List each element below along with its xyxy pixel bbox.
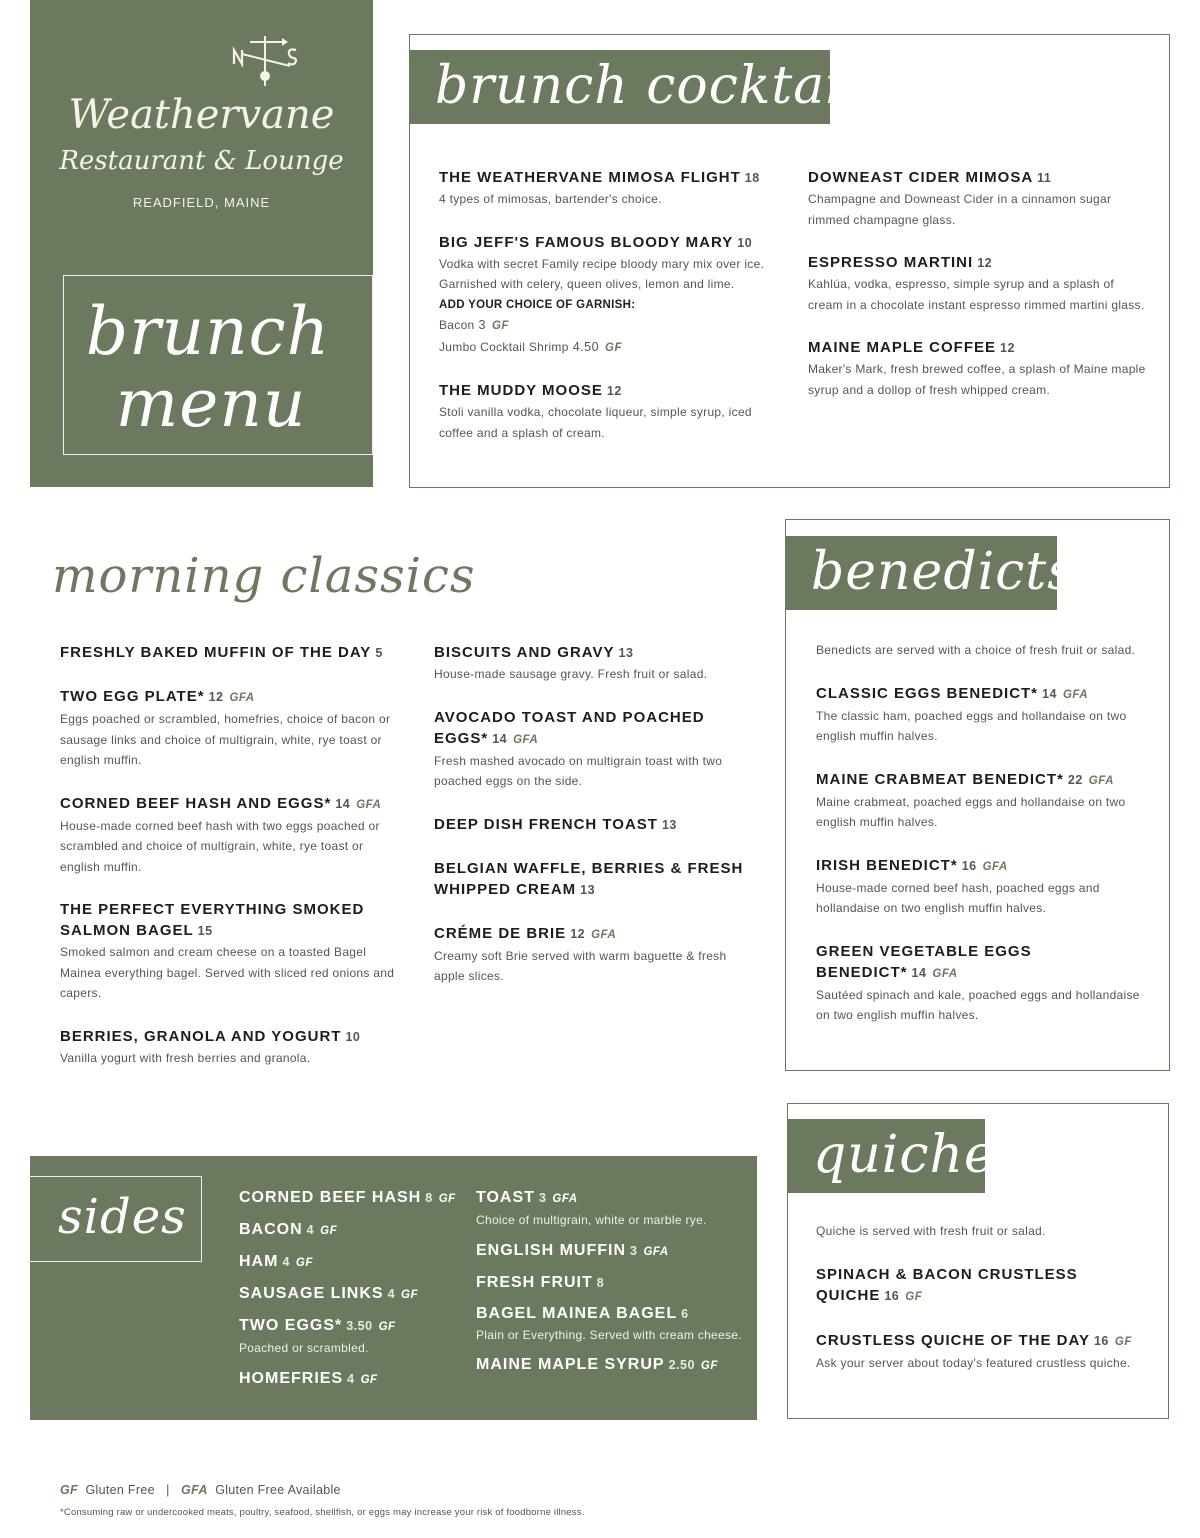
item-name: HAM [239, 1253, 279, 1270]
dietary-tag: GFA [229, 692, 255, 704]
dietary-tag: GF [491, 320, 509, 332]
menu-item [60, 1026, 400, 1069]
sides-left-column [239, 1187, 469, 1400]
item-price: 13 [661, 817, 677, 832]
menu-item [239, 1315, 469, 1359]
item-description: Choice of multigrain, white or marble rye. [476, 1213, 707, 1227]
item-title [808, 252, 1148, 274]
title-line1: brunch [85, 293, 331, 370]
morning-heading: morning classics [52, 548, 476, 604]
dietary-tag: GF [360, 1373, 378, 1386]
menu-item [816, 683, 1146, 747]
dietary-tag: GF [700, 1360, 718, 1372]
item-price: 12 [1000, 341, 1015, 355]
item-price: 3 [538, 1191, 547, 1205]
menu-item [60, 686, 400, 771]
item-price: 13 [580, 882, 596, 897]
item-name: THE MUDDY MOOSE [439, 382, 603, 399]
item-title [60, 899, 400, 942]
item-title [434, 642, 759, 664]
item-description: Smoked salmon and cream cheese on a toasted Bagel Mainea everything bagel. Served with sliced red onions and capers. [60, 945, 395, 1000]
garnish-label: Bacon [439, 318, 475, 332]
menu-item [808, 252, 1148, 315]
dietary-tag: GFA [1062, 688, 1089, 701]
item-name: FRESHLY BAKED MUFFIN OF THE DAY [60, 644, 372, 661]
garnish-heading: ADD YOUR CHOICE OF GARNISH: [439, 298, 636, 311]
item-name: TOAST [476, 1189, 535, 1206]
menu-item [816, 855, 1146, 919]
item-description: Maine crabmeat, poached eggs and hollandaise on two english muffin halves. [816, 794, 1126, 829]
item-name: SPINACH & BACON CRUSTLESS QUICHE [816, 1265, 1078, 1304]
item-name: BISCUITS AND GRAVY [434, 644, 615, 661]
item-price: 12 [570, 926, 586, 941]
item-title [816, 1330, 1146, 1353]
item-name: GREEN VEGETABLE EGGS BENEDICT* [816, 942, 1032, 981]
item-title [439, 232, 784, 254]
item-title [816, 769, 1146, 792]
item-title [434, 814, 759, 836]
item-price: 8 [425, 1191, 433, 1205]
item-title [816, 941, 1146, 985]
item-name: CORNED BEEF HASH AND EGGS* [60, 794, 332, 812]
dietary-tag: GFA [356, 798, 382, 811]
item-name: ENGLISH MUFFIN [476, 1241, 626, 1259]
item-description: Eggs poached or scrambled, homefries, choice of bacon or sausage links and choice of multigrain, white, rye toast or english muffin. [60, 712, 391, 767]
menu-item [816, 1264, 1146, 1308]
item-price: 11 [1037, 171, 1052, 185]
item-price: 4 [387, 1287, 396, 1301]
item-name: DOWNEAST CIDER MIMOSA [808, 169, 1034, 186]
item-title [60, 686, 400, 709]
item-title [439, 167, 784, 189]
item-title [60, 642, 400, 664]
dietary-tag: GFA [591, 928, 617, 941]
benedicts-intro: Benedicts are served with a choice of fresh fruit or salad. [816, 643, 1136, 657]
item-price: 15 [197, 924, 213, 938]
dietary-tag: GFA [513, 733, 539, 746]
gfa-label: Gluten Free Available [215, 1483, 341, 1497]
item-title [239, 1368, 469, 1391]
item-name: THE PERFECT EVERYTHING SMOKED SALMON BAGEL [60, 901, 365, 939]
item-price: 14 [492, 731, 508, 746]
item-description: 4 types of mimosas, bartender's choice. [439, 192, 662, 206]
item-title [239, 1187, 469, 1210]
menu-item [239, 1187, 469, 1210]
item-description: Plain or Everything. Served with cream cheese. [476, 1327, 742, 1342]
menu-item [476, 1303, 746, 1346]
legend [60, 1483, 341, 1497]
item-description: Poached or scrambled. [239, 1341, 369, 1355]
item-name: TWO EGG PLATE* [60, 688, 205, 705]
dietary-tag: GFA [643, 1245, 669, 1258]
item-title [476, 1187, 746, 1210]
item-title [60, 1026, 400, 1048]
item-description: Champagne and Downeast Cider in a cinnamon sugar rimmed champagne glass. [808, 192, 1112, 227]
item-price: 3 [630, 1243, 638, 1258]
item-name: CLASSIC EGGS BENEDICT* [816, 684, 1039, 702]
dietary-tag: GF [378, 1321, 396, 1333]
item-description: Sautéed spinach and kale, poached eggs and hollandaise on two english muffin halves. [816, 987, 1140, 1022]
dietary-tag: GF [438, 1193, 456, 1205]
quiche-column [816, 1221, 1146, 1395]
page-title [54, 293, 362, 442]
item-description: Maker's Mark, fresh brewed coffee, a splash of Maine maple syrup and a dollop of fresh whipped cream. [808, 362, 1146, 397]
menu-item [439, 167, 784, 210]
item-description: Ask your server about today's featured crustless quiche. [816, 1355, 1131, 1370]
item-title [434, 923, 759, 946]
gf-label: Gluten Free [85, 1483, 155, 1497]
item-description: House-made corned beef hash with two eggs poached or scrambled and choice of multigrain, white, rye toast or english muffin. [60, 818, 380, 874]
item-price: 16 [1093, 1333, 1109, 1348]
dietary-tag: GFA [982, 860, 1008, 873]
menu-item [60, 899, 400, 1004]
menu-item [434, 814, 759, 836]
item-name: CRÉME DE BRIE [434, 924, 567, 942]
legend-separator: | [166, 1483, 170, 1497]
item-name: MAINE MAPLE COFFEE [808, 339, 997, 356]
item-price: 22 [1067, 772, 1083, 787]
menu-item [816, 1330, 1146, 1374]
item-price: 12 [977, 256, 993, 270]
item-name: DEEP DISH FRENCH TOAST [434, 815, 658, 833]
item-description: House-made corned beef hash, poached eggs and hollandaise on two english muffin halves. [816, 880, 1100, 915]
logo-subtitle: Restaurant & Lounge [59, 146, 344, 176]
garnish-option [439, 315, 784, 337]
dietary-tag: GFA [932, 967, 958, 980]
item-name: BAGEL MAINEA BAGEL [476, 1304, 678, 1322]
item-name: MAINE MAPLE SYRUP [476, 1356, 665, 1373]
menu-item [60, 793, 400, 878]
item-title [239, 1251, 469, 1274]
menu-item [476, 1187, 746, 1231]
menu-item [239, 1251, 469, 1274]
item-price: 4 [347, 1371, 355, 1386]
item-title [816, 683, 1146, 706]
dietary-tag: GF [295, 1257, 313, 1269]
menu-item [816, 941, 1146, 1026]
item-title [476, 1354, 746, 1377]
item-price: 18 [744, 171, 760, 185]
item-name: THE WEATHERVANE MIMOSA FLIGHT [439, 169, 741, 186]
benedicts-column [816, 640, 1146, 1048]
item-description: Vanilla yogurt with fresh berries and granola. [60, 1050, 311, 1065]
quiche-list [816, 1264, 1146, 1374]
menu-item [476, 1272, 746, 1294]
item-name: HOMEFRIES [239, 1369, 344, 1387]
item-name: TWO EGGS* [239, 1317, 343, 1334]
item-description: Fresh mashed avocado on multigrain toast with two poached eggs on the side. [434, 753, 723, 788]
menu-item [239, 1283, 469, 1306]
item-title [816, 1264, 1146, 1308]
item-title [434, 707, 759, 751]
item-price: 14 [1042, 686, 1057, 701]
dietary-tag: GF [605, 341, 623, 354]
cocktails-right-column [808, 167, 1148, 422]
item-name: BELGIAN WAFFLE, BERRIES & FRESH WHIPPED CREAM [434, 859, 744, 898]
item-name: FRESH FRUIT [476, 1273, 593, 1291]
sides-heading: sides [30, 1176, 202, 1262]
disclaimer: *Consuming raw or undercooked meats, poultry, seafood, shellfish, or eggs may increase your risk of foodborne illness. [60, 1507, 585, 1518]
menu-item [439, 232, 784, 359]
garnish-price: 4.50 [572, 339, 600, 354]
item-price: 8 [596, 1275, 605, 1290]
item-price: 12 [606, 384, 622, 398]
cocktails-left-column [439, 167, 784, 465]
quiche-intro: Quiche is served with fresh fruit or salad. [816, 1224, 1046, 1238]
item-price: 4 [306, 1223, 315, 1237]
item-description: The classic ham, poached eggs and hollandaise on two english muffin halves. [816, 708, 1127, 743]
item-description: Vodka with secret Family recipe bloody mary mix over ice. Garnished with celery, queen olives, lemon and lime. [439, 256, 765, 291]
item-name: BIG JEFF'S FAMOUS BLOODY MARY [439, 233, 734, 251]
item-price: 2.50 [668, 1358, 695, 1372]
menu-item [239, 1219, 469, 1242]
dietary-tag: GF [320, 1225, 338, 1237]
item-title [476, 1240, 746, 1263]
gf-abbr: GF [60, 1483, 78, 1497]
item-name: IRISH BENEDICT* [816, 856, 958, 874]
morning-left-column [60, 642, 400, 1090]
morning-right-column [434, 642, 759, 1009]
item-price: 6 [681, 1306, 689, 1321]
quiche-heading: quiche [787, 1119, 985, 1193]
dietary-tag: GF [905, 1290, 923, 1303]
dietary-tag: GF [401, 1289, 419, 1301]
item-title [476, 1303, 746, 1325]
item-description: Stoli vanilla vodka, chocolate liqueur, simple syrup, iced coffee and a splash of cream. [439, 405, 752, 440]
item-price: 12 [208, 690, 224, 704]
cocktails-heading: brunch cocktails [409, 50, 830, 124]
item-name: CRUSTLESS QUICHE OF THE DAY [816, 1331, 1090, 1349]
item-title [816, 855, 1146, 878]
garnish-label: Jumbo Cocktail Shrimp [439, 339, 569, 354]
menu-item [476, 1240, 746, 1263]
garnish-option [439, 337, 784, 359]
logo-name: Weathervane [68, 92, 335, 138]
item-price: 16 [884, 1288, 900, 1303]
item-price: 3.50 [346, 1319, 373, 1333]
menu-item [476, 1354, 746, 1377]
item-title [808, 167, 1148, 189]
menu-item [808, 337, 1148, 400]
item-title [239, 1315, 469, 1338]
menu-item [434, 642, 759, 685]
item-price: 13 [618, 646, 634, 660]
item-name: SAUSAGE LINKS [239, 1285, 384, 1302]
gfa-abbr: GFA [181, 1483, 208, 1497]
menu-item [60, 642, 400, 664]
item-description: House-made sausage gravy. Fresh fruit or salad. [434, 667, 708, 681]
item-name: BERRIES, GRANOLA AND YOGURT [60, 1027, 342, 1045]
item-title [60, 793, 400, 816]
item-description: Creamy soft Brie served with warm baguette & fresh apple slices. [434, 948, 727, 983]
item-name: AVOCADO TOAST AND POACHED EGGS* [434, 708, 705, 747]
dietary-tag: GFA [1088, 774, 1114, 787]
logo-panel [30, 0, 373, 487]
title-line2: menu [115, 365, 307, 442]
item-title [434, 858, 759, 901]
menu-item [439, 380, 784, 443]
item-title [808, 337, 1148, 359]
item-title [476, 1272, 746, 1294]
item-price: 10 [345, 1029, 361, 1044]
item-price: 14 [335, 796, 351, 811]
title-box [63, 275, 373, 455]
item-name: BACON [239, 1221, 303, 1238]
item-description: Kahlúa, vodka, espresso, simple syrup and a splash of cream in a chocolate instant espresso rimmed martini glass. [808, 277, 1145, 312]
benedicts-list [816, 683, 1146, 1026]
item-price: 4 [282, 1255, 290, 1269]
dietary-tag: GF [1114, 1335, 1132, 1348]
logo-location: READFIELD, MAINE [132, 195, 271, 210]
item-title [439, 380, 784, 402]
weathervane-icon [230, 36, 300, 88]
item-title [239, 1219, 469, 1242]
menu-item [434, 707, 759, 792]
item-title [239, 1283, 469, 1306]
menu-item [434, 858, 759, 901]
garnish-price: 3 [478, 318, 486, 332]
item-name: CORNED BEEF HASH [239, 1189, 422, 1206]
item-name: MAINE CRABMEAT BENEDICT* [816, 770, 1064, 788]
dietary-tag: GFA [552, 1193, 578, 1205]
menu-item [434, 923, 759, 987]
benedicts-heading: benedicts [785, 536, 1057, 610]
item-price: 10 [737, 235, 753, 250]
item-price: 16 [961, 858, 977, 873]
menu-item [239, 1368, 469, 1391]
item-price: 14 [911, 965, 927, 980]
menu-item [816, 769, 1146, 833]
item-name: ESPRESSO MARTINI [808, 254, 974, 271]
sides-right-column [476, 1187, 746, 1386]
menu-item [808, 167, 1148, 230]
item-price: 5 [375, 646, 383, 660]
